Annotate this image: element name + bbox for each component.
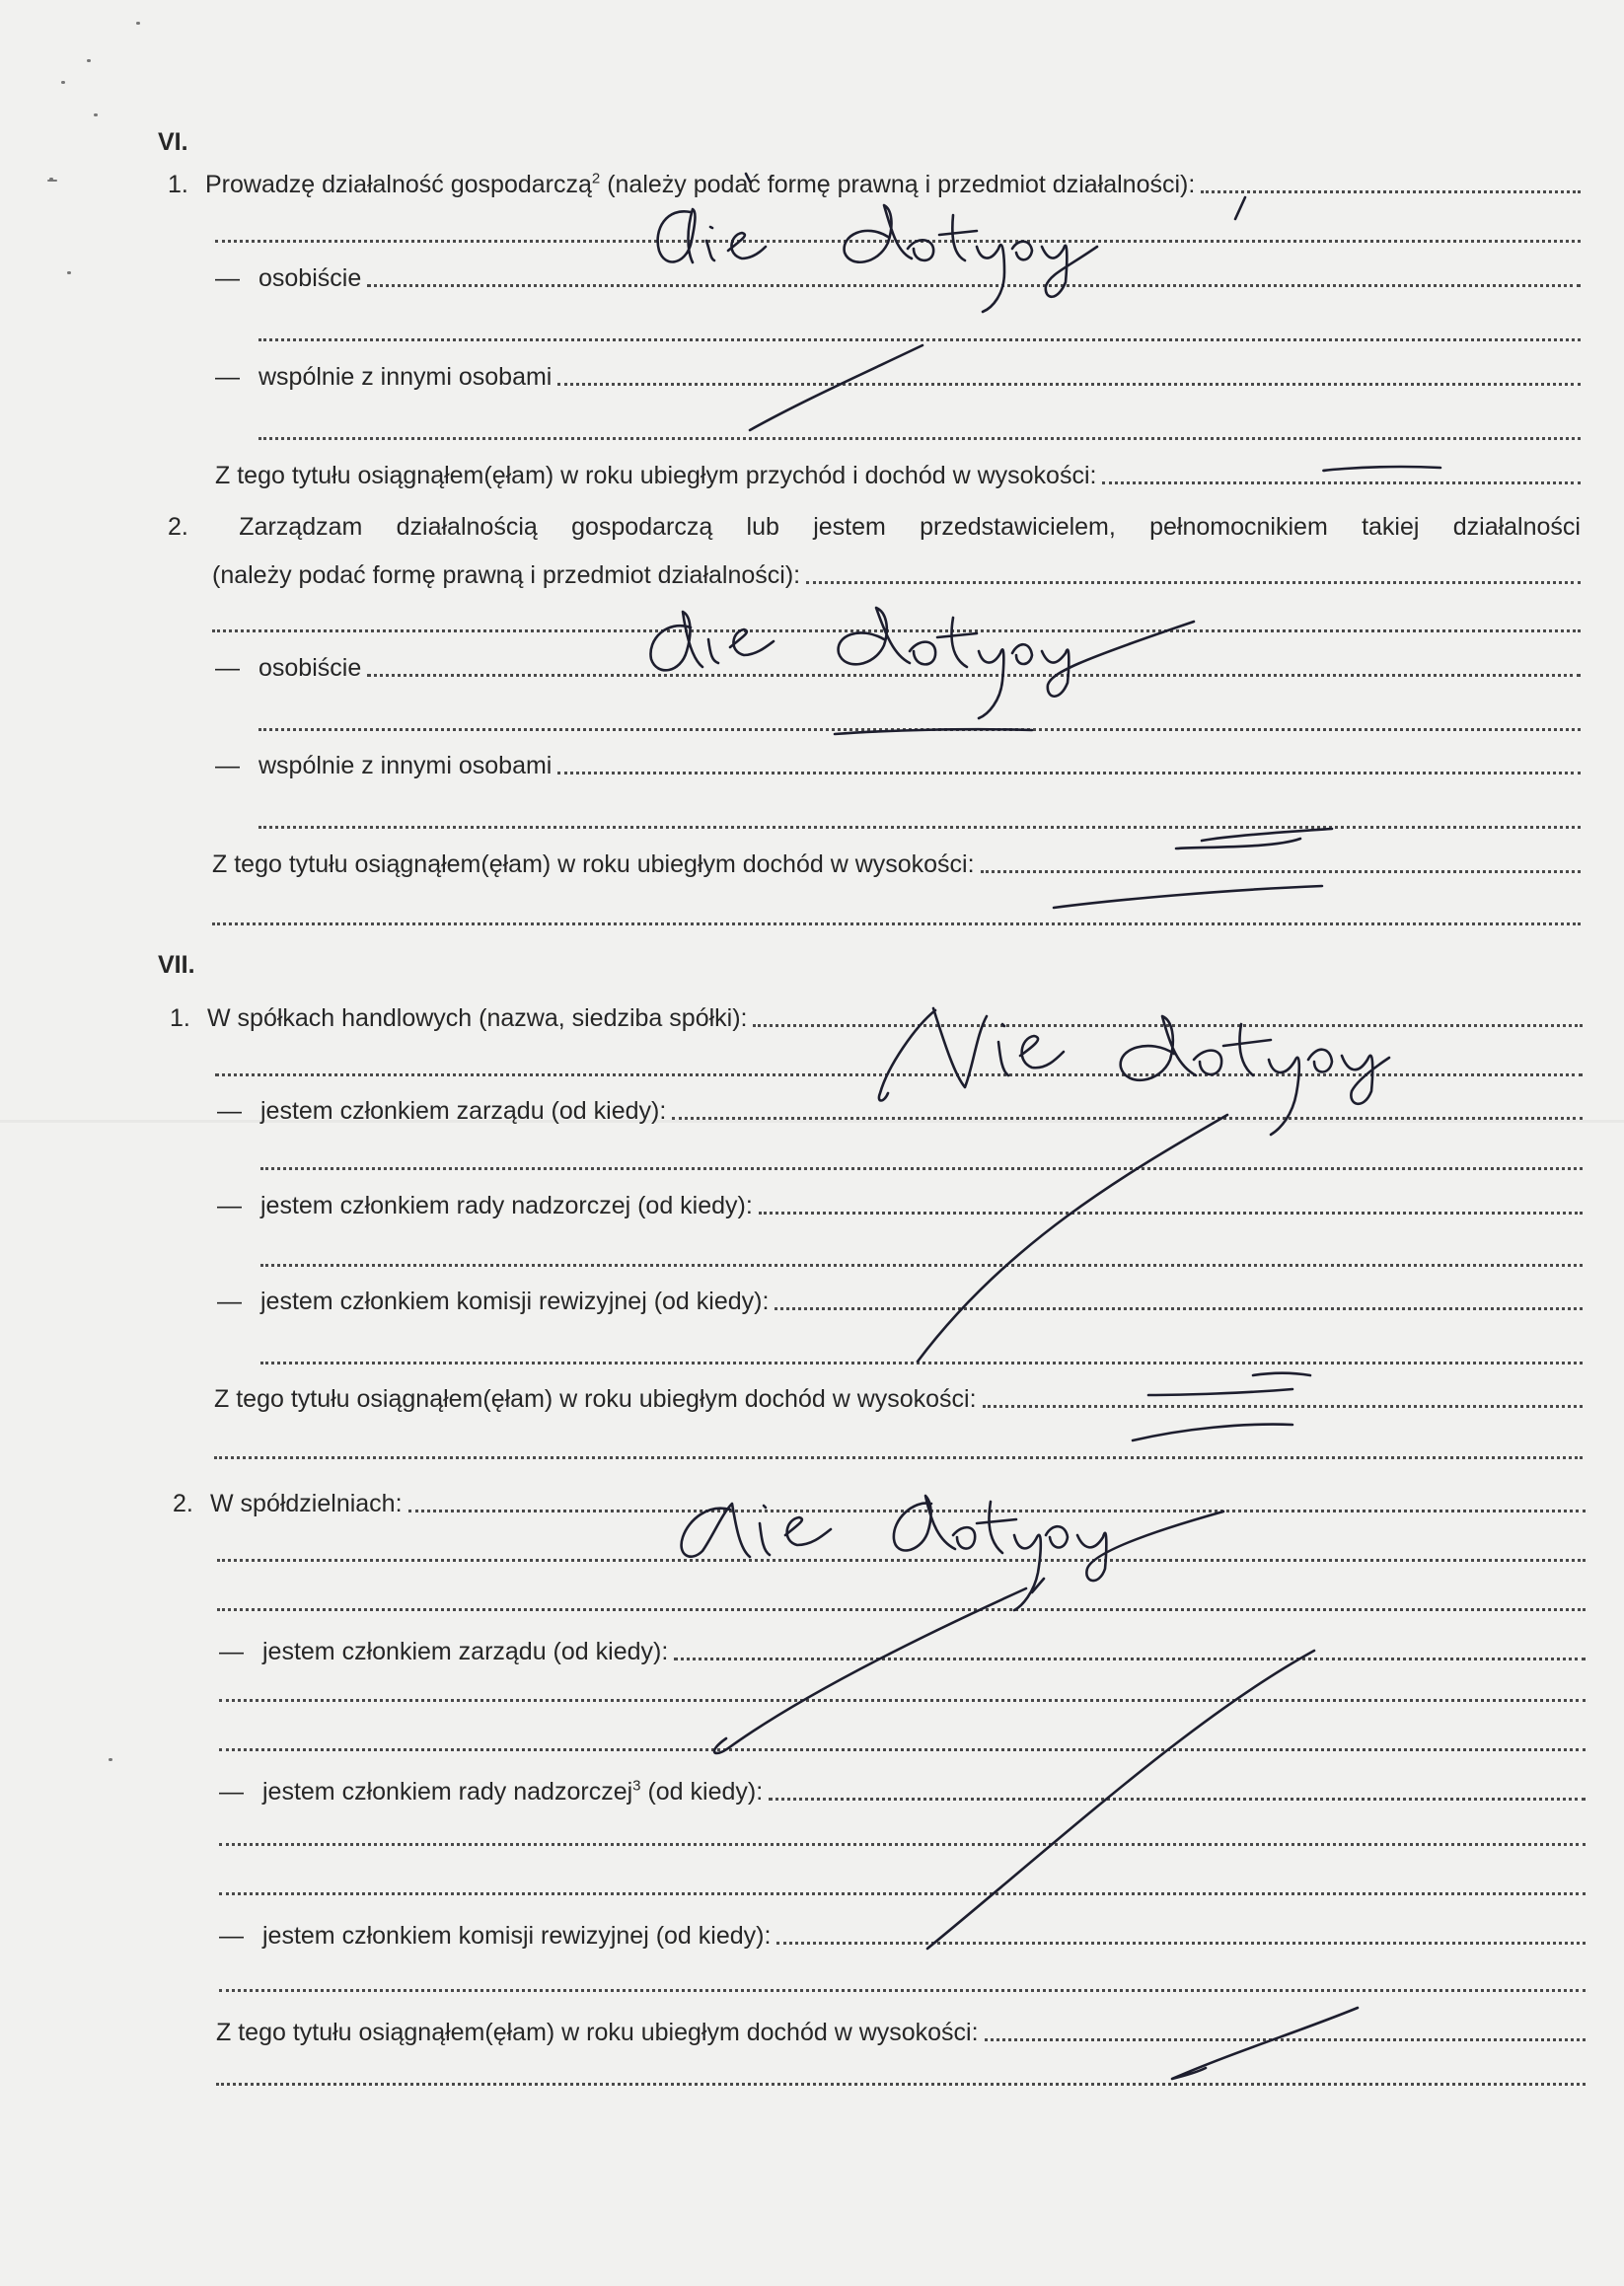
vi-item1-jointly-line-2 [258, 437, 1581, 440]
vii-item2-audit-label: jestem członkiem komisji rewizyjnej (od kiedy): [262, 1922, 772, 1950]
vi-item1-jointly-line [557, 383, 1581, 386]
vii-item2-audit-line [776, 1942, 1586, 1945]
vii-item1-text: W spółkach handlowych (nazwa, siedziba spółki): [207, 1004, 748, 1032]
footnote-3-mark: 3 [632, 1777, 641, 1795]
vii-item2-supervisory-label: jestem członkiem rady nadzorczej$^3$ (od kiedy): [262, 1777, 764, 1806]
vi-item1-text: Prowadzę działalność gospodarczą$^2$ (należy podać formę prawną i przedmiot działalności): [205, 170, 1196, 198]
footnote-2-mark: 2 [591, 170, 601, 187]
vii-item1-row [170, 999, 1583, 1033]
dash-glyph: — [217, 1097, 242, 1125]
vi-item2-personally-row [215, 649, 1581, 683]
vii-item2-text: W spółdzielniach: [210, 1490, 403, 1517]
vii-item1-board-line [672, 1117, 1583, 1120]
vi-item1-income-label: Z tego tytułu osiągnąłem(ęłam) w roku ubiegłym przychód i dochód w wysokości: [215, 462, 1097, 489]
vi-item2-income-row [212, 846, 1581, 879]
vii-item2-row [173, 1485, 1586, 1518]
vi-item1-number: 1. [168, 171, 188, 198]
vi-item2-fill-line [806, 581, 1581, 584]
vi-item1-personally-line [367, 284, 1581, 287]
dash-glyph: — [215, 654, 240, 682]
vii-item1-board-label: jestem członkiem zarządu (od kiedy): [260, 1097, 667, 1125]
vi-item2-personally-line-2 [258, 728, 1581, 731]
vii-item1-income-label: Z tego tytułu osiągnąłem(ęłam) w roku ubiegłym dochód w wysokości: [214, 1385, 977, 1413]
vii-item1-audit-row [217, 1283, 1583, 1316]
vii-item1-board-row [217, 1092, 1583, 1126]
vi-item2-row-2 [212, 556, 1581, 590]
vi-item2-income-line [981, 870, 1581, 873]
vii-item1-fill-line-2 [215, 1073, 1583, 1076]
vi-item2-personally-line [367, 674, 1581, 677]
vii-item1-income-row [214, 1380, 1583, 1414]
vii-item1-board-line-2 [260, 1167, 1583, 1170]
dash-glyph: — [217, 1192, 242, 1219]
vii-item1-audit-label: jestem członkiem komisji rewizyjnej (od kiedy): [260, 1288, 770, 1315]
vii-item2-supervisory-line [769, 1798, 1586, 1801]
vii-item2-number: 2. [173, 1490, 193, 1517]
vi-item2-jointly-label: wspólnie z innymi osobami [258, 752, 553, 779]
vii-item2-supervisory-line-3 [219, 1892, 1586, 1895]
vi-item2-fill-line-2 [212, 629, 1581, 632]
vi-item2-number: 2. [168, 513, 188, 541]
vii-item2-board-line-2 [219, 1699, 1586, 1702]
vi-item1-income-row [215, 457, 1581, 490]
vi-item1-income-line [1102, 481, 1581, 484]
section-vi-label: VI. [158, 128, 188, 156]
dash-glyph: — [215, 264, 240, 292]
vii-item2-supervisory-line-2 [219, 1843, 1586, 1846]
vi-item2-jointly-line-2 [258, 826, 1581, 829]
vii-item2-income-row [216, 2014, 1586, 2047]
vi-item1-personally-row [215, 259, 1581, 293]
vi-item2-income-label: Z tego tytułu osiągnąłem(ęłam) w roku ubiegłym dochód w wysokości: [212, 850, 975, 878]
dash-glyph: — [219, 1778, 244, 1806]
dash-glyph: — [219, 1638, 244, 1665]
vii-item2-board-label: jestem członkiem zarządu (od kiedy): [262, 1638, 669, 1665]
section-vii-label: VII. [158, 951, 195, 979]
vi-item1-jointly-label: wspólnie z innymi osobami [258, 363, 553, 391]
vii-item1-income-line [983, 1405, 1583, 1408]
vi-item2-jointly-line [557, 772, 1581, 774]
vii-item2-board-line-3 [219, 1748, 1586, 1751]
vi-item1-row [168, 166, 1581, 199]
vi-item2-income-line-2 [212, 922, 1581, 925]
vi-item2-text-2: (należy podać formę prawną i przedmiot działalności): [212, 561, 801, 589]
vii-item2-fill-line-2 [217, 1559, 1586, 1562]
vii-item1-audit-line [775, 1307, 1583, 1310]
vii-item1-audit-line-2 [260, 1362, 1583, 1364]
vii-item1-supervisory-row [217, 1187, 1583, 1220]
vii-item2-fill-line [408, 1510, 1586, 1512]
vii-item2-audit-line-2 [219, 1989, 1586, 1992]
vi-item2-jointly-row [215, 747, 1581, 780]
vii-item2-audit-row [219, 1917, 1586, 1951]
vii-item2-income-line-2 [216, 2083, 1586, 2086]
vii-item2-board-row [219, 1633, 1586, 1666]
vii-item1-supervisory-label: jestem członkiem rady nadzorczej (od kiedy): [260, 1192, 753, 1219]
vii-item1-supervisory-line [759, 1212, 1583, 1215]
vii-item1-fill-line [753, 1024, 1583, 1027]
dash-glyph: — [219, 1922, 244, 1950]
vii-item1-number: 1. [170, 1004, 190, 1032]
handwriting-vi-1 [658, 174, 1440, 471]
vii-item2-board-line [674, 1658, 1586, 1660]
dash-glyph: — [217, 1288, 242, 1315]
vi-item2-personally-label: osobiście [258, 654, 362, 682]
vii-item2-supervisory-row [219, 1773, 1586, 1807]
vi-item1-fill-line [1201, 190, 1581, 193]
vii-item1-income-line-2 [214, 1456, 1583, 1459]
vii-item2-fill-line-3 [217, 1608, 1586, 1611]
vii-item1-supervisory-line-2 [260, 1264, 1583, 1267]
vi-item1-fill-line-2 [215, 240, 1581, 243]
vi-item1-personally-label: osobiście [258, 264, 362, 292]
vi-item1-jointly-row [215, 358, 1581, 392]
dash-glyph: — [215, 752, 240, 779]
vii-item2-income-label: Z tego tytułu osiągnąłem(ęłam) w roku ubiegłym dochód w wysokości: [216, 2019, 979, 2046]
vi-item2-row: 2. Zarządzam działalnością gospodarczą lub jestem przedstawicielem, pełnomocnikiem takiej działalności [168, 513, 1581, 541]
vii-item2-income-line [985, 2038, 1586, 2041]
vi-item1-personally-line-2 [258, 338, 1581, 341]
dash-glyph: — [215, 363, 240, 391]
